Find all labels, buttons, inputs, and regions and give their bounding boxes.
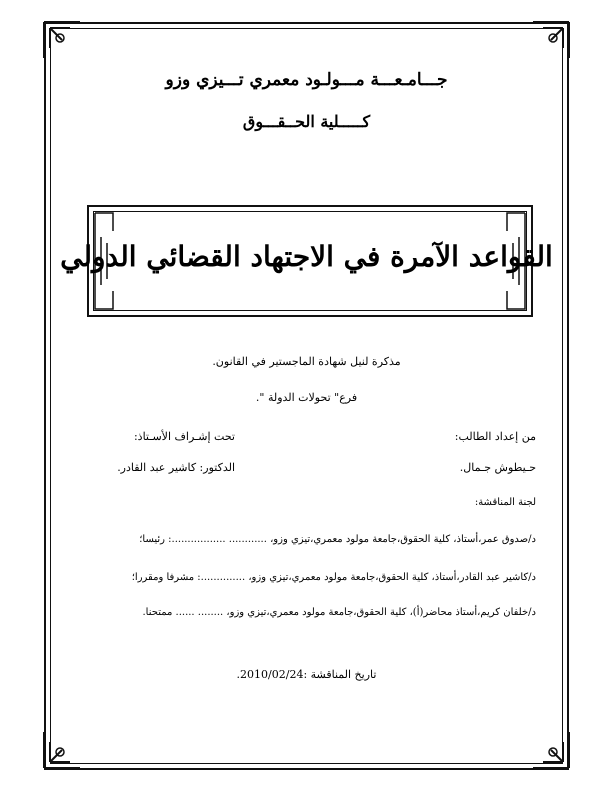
- corner-ornament-icon: [40, 18, 84, 62]
- supervisor-name: الدكتور: كاشير عبد القادر.: [117, 461, 235, 474]
- corner-ornament-icon: [40, 728, 84, 772]
- faculty-name: كـــــلية الحــقـــوق: [242, 112, 371, 131]
- jury-member-supervisor: د/كاشير عبد القادر،أستاذ، كلية الحقوق،جامعة مولود معمري،تيزي وزو، ..............: مشرفا ومقررا؛: [131, 572, 536, 583]
- student-label: من إعداد الطالب:: [454, 430, 536, 443]
- corner-ornament-icon: [529, 18, 573, 62]
- student-name: حـيطوش جـمال.: [459, 461, 536, 474]
- jury-label: لجنة المناقشة:: [474, 497, 536, 508]
- supervisor-label: تحت إشـراف الأسـتاذ:: [133, 430, 235, 443]
- branch-statement: فرع" تحولات الدولة ".: [255, 391, 358, 404]
- jury-member-president: د/صدوق عمر،أستاذ، كلية الحقوق،جامعة مولود معمري،تيزي وزو، ............ .................: رئيسا؛: [139, 534, 536, 545]
- university-name: جـــامـعـــة مـــولـود معمري تـــيزي وزو: [165, 70, 448, 90]
- corner-ornament-icon: [529, 728, 573, 772]
- thesis-title: القواعد الآمرة في الاجتهاد القضائي الدولي: [60, 240, 553, 273]
- degree-statement: مذكرة لنيل شهادة الماجستير في القانون.: [212, 355, 401, 368]
- defense-date: تاريخ المناقشة :2010/02/24.: [236, 668, 377, 681]
- jury-member-examiner: د/خلفان كريم،أستاذ محاضر(أ)، كلية الحقوق،جامعة مولود معمري،تيزي وزو، ........ ...... ممتحنا.: [142, 607, 536, 618]
